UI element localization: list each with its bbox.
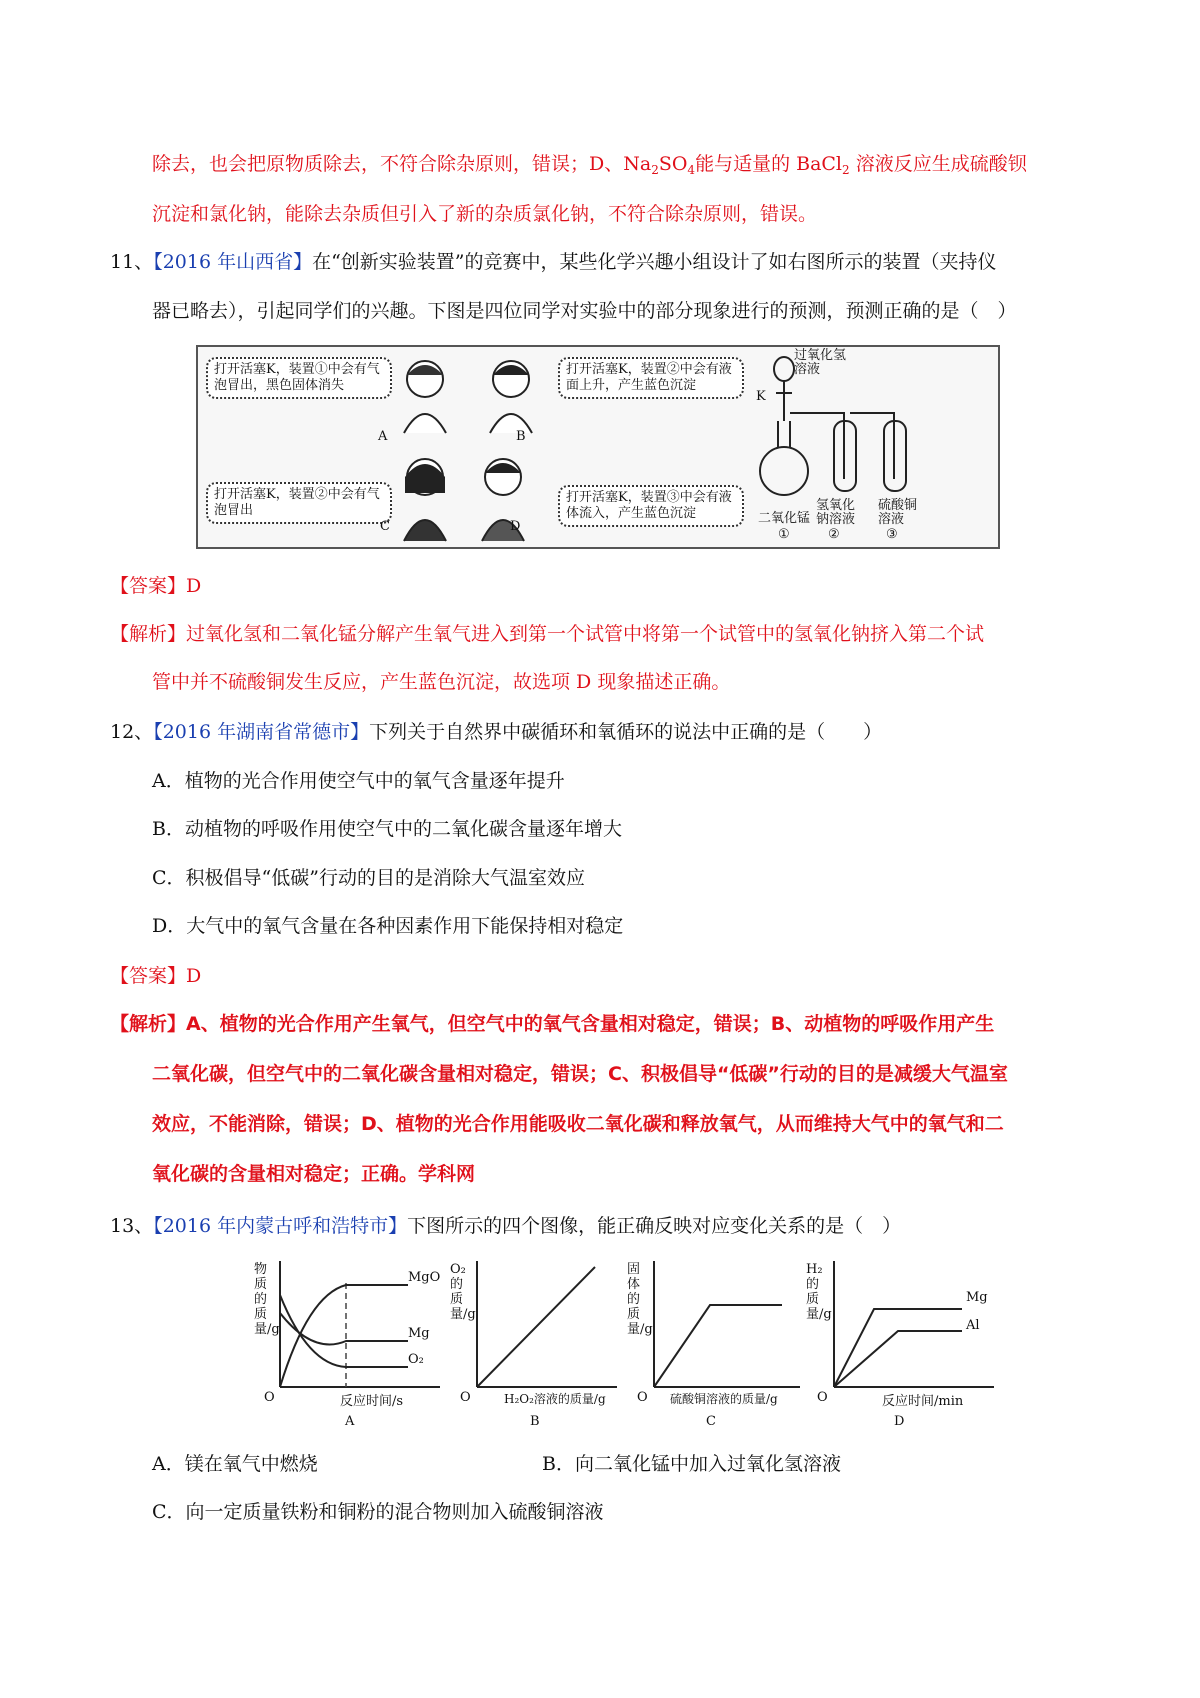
graph-c-xlabel: 硫酸铜溶液的质量/g — [670, 1392, 778, 1406]
q11-stem-line-2: 器已略去），引起同学们的兴趣。下图是四位同学对实验中的部分现象进行的预测，预测正确的是（ ） — [152, 300, 1017, 322]
q12-option-c: C．积极倡导“低碳”行动的目的是消除大气温室效应 — [152, 867, 585, 889]
q11-analysis-line-1 — [110, 620, 984, 648]
q10-sub-2: 4 — [687, 163, 696, 177]
q13-stem — [110, 1212, 901, 1240]
num-1-label: ① — [778, 527, 790, 542]
num-3-label: ③ — [886, 527, 898, 542]
graph-b-caption: B — [530, 1414, 540, 1429]
graph-c-origin: O — [637, 1390, 648, 1405]
q13-source: 【2016 年内蒙古呼和浩特市】 — [153, 1215, 408, 1237]
graph-a-mg-label: Mg — [408, 1326, 430, 1341]
graph-a-mg-curve — [280, 1313, 408, 1345]
graph-d-ylabel: H₂的质量/g — [806, 1262, 832, 1322]
q13-option-c: C．向一定质量铁粉和铜粉的混合物则加入硫酸铜溶液 — [152, 1501, 604, 1523]
label-a: A — [378, 429, 388, 444]
q11-answer — [110, 572, 201, 600]
q12-option-a: A．植物的光合作用使空气中的氧气含量逐年提升 — [152, 770, 565, 792]
graph-d-al-label: Al — [966, 1318, 980, 1333]
graph-b-ylabel: O₂的质量/g — [450, 1262, 476, 1322]
graph-a-o2-curve — [280, 1295, 408, 1367]
answer-value: D — [186, 965, 202, 987]
label-c: C — [380, 519, 390, 534]
graph-a-mgo-label: MgO — [408, 1270, 441, 1285]
q10-text-a: 除去，也会把原物质除去，不符合除杂原则，错误；D、Na — [152, 153, 652, 175]
student-a-figure — [390, 355, 460, 435]
bubble-b: 打开活塞K，装置②中会有液面上升，产生蓝色沉淀 — [558, 357, 744, 399]
label-d: D — [510, 519, 521, 534]
answer-value: D — [186, 575, 202, 597]
answer-label: 【答案】 — [110, 575, 187, 597]
analysis-text-1: A、植物的光合作用产生氧气，但空气中的氧气含量相对稳定，错误；B、动植物的呼吸作用产生 — [186, 1013, 995, 1035]
graph-a-origin: O — [264, 1390, 275, 1405]
graph-a-ylabel: 物质的质量/g — [254, 1262, 280, 1337]
q13-option-b: B．向二氧化锰中加入过氧化氢溶液 — [542, 1453, 841, 1475]
q10-text-c: 能与适量的 BaCl — [695, 153, 843, 175]
reagent-top-label: 过氧化氢溶液 — [794, 348, 847, 377]
q10-sub-3: 2 — [842, 163, 850, 177]
q10-tail-line-1 — [152, 150, 1027, 184]
graph-b-origin: O — [460, 1390, 471, 1405]
graph-a-xlabel: 反应时间/s — [340, 1394, 404, 1409]
analysis-label: 【解析】 — [110, 623, 187, 645]
graph-a-mgo-curve — [280, 1285, 408, 1387]
valve-k-label: K — [756, 389, 766, 404]
graph-b-line — [477, 1267, 595, 1387]
q13-stem-text: 下图所示的四个图像，能正确反映对应变化关系的是（ ） — [407, 1215, 902, 1237]
analysis-label: 【解析】 — [110, 1013, 187, 1035]
graph-d-mg-line — [834, 1309, 962, 1387]
q12-stem-text: 下列关于自然界中碳循环和氧循环的说法中正确的是（ ） — [369, 721, 883, 743]
graph-a-o2-label: O₂ — [408, 1352, 424, 1367]
q10-text-b: SO — [658, 153, 688, 175]
flask-1-label: 二氧化锰 — [758, 511, 811, 526]
q10-sub-1: 2 — [651, 163, 659, 177]
q12-option-b: B．动植物的呼吸作用使空气中的二氧化碳含量逐年增大 — [152, 818, 622, 840]
bubble-c: 打开活塞K，装置②中会有气泡冒出 — [206, 482, 392, 524]
tube-2-label: 氢氧化钠溶液 — [816, 498, 856, 527]
q10-text-d: 溶液反应生成硫酸钡 — [849, 153, 1027, 175]
graph-d-al-line — [834, 1331, 962, 1387]
q12-answer — [110, 962, 201, 990]
q11-stem-text-1: 在“创新实验装置”的竞赛中，某些化学兴趣小组设计了如右图所示的装置（夹持仪 — [312, 251, 997, 273]
q12-number: 12、 — [110, 721, 154, 743]
student-b-figure — [476, 355, 546, 435]
q11-analysis-line-2: 管中并不硫酸铜发生反应，产生蓝色沉淀，故选项 D 现象描述正确。 — [152, 671, 731, 693]
graph-d-xlabel: 反应时间/min — [882, 1394, 964, 1409]
num-2-label: ② — [828, 527, 840, 542]
q11-stem-line-1 — [110, 248, 997, 276]
q11-source: 【2016 年山西省】 — [153, 251, 313, 273]
q11-number: 11、 — [110, 251, 154, 273]
bubble-d: 打开活塞K，装置③中会有液体流入，产生蓝色沉淀 — [558, 485, 744, 527]
answer-label: 【答案】 — [110, 965, 187, 987]
q12-analysis-line-2: 二氧化碳，但空气中的二氧化碳含量相对稳定，错误；C、积极倡导“低碳”行动的目的是减缓大气温室 — [152, 1063, 1008, 1085]
q12-analysis-line-4: 氧化碳的含量相对稳定；正确。学科网 — [152, 1163, 476, 1185]
apparatus-diagram — [754, 348, 994, 501]
q10-tail-line-2: 沉淀和氯化钠，能除去杂质但引入了新的杂质氯化钠，不符合除杂原则，错误。 — [152, 203, 818, 225]
q11-figure — [196, 345, 1000, 549]
graph-d-origin: O — [817, 1390, 828, 1405]
bubble-a: 打开活塞K，装置①中会有气泡冒出，黑色固体消失 — [206, 357, 392, 399]
q13-number: 13、 — [110, 1215, 154, 1237]
q12-analysis-line-1 — [110, 1010, 994, 1038]
label-b: B — [516, 429, 526, 444]
q12-option-d: D．大气中的氧气含量在各种因素作用下能保持相对稳定 — [152, 915, 624, 937]
q12-stem — [110, 718, 882, 746]
analysis-text-1: 过氧化氢和二氧化锰分解产生氧气进入到第一个试管中将第一个试管中的氢氧化钠挤入第二个试 — [186, 623, 985, 645]
student-c-figure — [390, 453, 460, 543]
q13-option-a: A．镁在氧气中燃烧 — [152, 1453, 318, 1475]
graph-d-mg-label: Mg — [966, 1290, 988, 1305]
graph-a-caption: A — [345, 1414, 355, 1429]
graph-b-xlabel: H₂O₂溶液的质量/g — [504, 1392, 606, 1406]
graph-c-line — [654, 1305, 782, 1387]
student-d-figure — [468, 453, 538, 543]
graph-c-ylabel: 固体的质量/g — [627, 1262, 653, 1337]
q12-analysis-line-3: 效应，不能消除，错误；D、植物的光合作用能吸收二氧化碳和释放氧气，从而维持大气中的氧气和二 — [152, 1113, 1004, 1135]
q12-source: 【2016 年湖南省常德市】 — [153, 721, 370, 743]
graph-c-caption: C — [706, 1414, 716, 1429]
graph-d-caption: D — [894, 1414, 905, 1429]
tube-3-label: 硫酸铜溶液 — [878, 498, 918, 527]
